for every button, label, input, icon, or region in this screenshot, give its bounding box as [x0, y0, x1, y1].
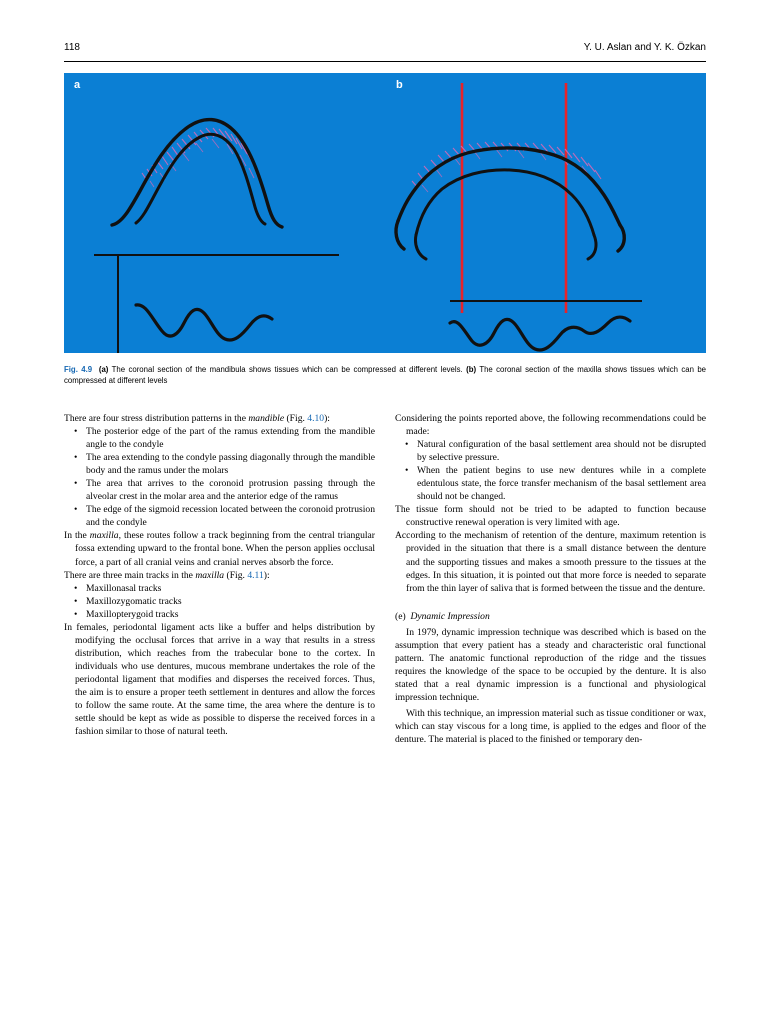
figure-panel-label-b: b	[396, 79, 403, 91]
figure-number: Fig. 4.9	[64, 365, 93, 374]
caption-part-b-text: The coronal section of the maxilla shows tissues which can be compressed at different levels	[64, 365, 707, 386]
running-head-authors: Y. U. Aslan and Y. K. Özkan	[583, 42, 706, 53]
running-head-rule	[64, 61, 706, 62]
list-item: • The area that arrives to the coronoid protrusion passing through the alveolar crest in the molar area and the anterior edge of the ramus	[64, 477, 375, 503]
list-maxilla-tracks	[64, 582, 375, 621]
figure-4-9	[64, 73, 706, 353]
term-maxilla-2: maxilla	[195, 569, 225, 581]
paragraph-maxilla-routes: In the maxilla, these routes follow a track beginning from the central triangular fossa extending upward to the frontal bone. When the person applies occlusal force, a part of all cranial veins and cranial nerves absorb the force.	[64, 530, 376, 568]
paragraph-maxilla-tracks-intro: There are three main tracks in the maxilla (Fig. 4.11):	[64, 569, 270, 581]
list-stress-patterns	[64, 425, 375, 529]
paragraph-dynamic-impression-2: With this technique, an impression material such as tissue conditioner or wax, which can stay viscous for a long time, is applied to the edges and floor of the denture. The material is placed to the finished or temporary den-	[395, 707, 706, 746]
list-item: • The posterior edge of the part of the ramus extending from the mandible angle to the condyle	[64, 425, 375, 451]
list-item: • The area extending to the condyle passing diagonally through the mandible body and the ramus under the molars	[64, 451, 375, 477]
caption-part-a-marker: (a)	[98, 365, 109, 374]
body-column-left	[64, 412, 375, 738]
figure-ref-4-11[interactable]: 4.11	[247, 569, 264, 581]
section-title: Dynamic Impression	[410, 610, 490, 622]
paragraph-tissue-form: The tissue form should not be tried to be adapted to function because constructive renewal operation is very limited with age.	[395, 504, 706, 529]
section-marker: (e)	[395, 610, 406, 622]
list-item: • Maxillopterygoid tracks	[64, 608, 375, 621]
term-mandible: mandible	[248, 413, 285, 424]
list-item: • The edge of the sigmoid recession located between the coronoid protrusion and the condyle	[64, 503, 375, 529]
list-item: • When the patient begins to use new dentures while in a complete edentulous state, the force transfer mechanism of the basal settlement area should not be changed.	[395, 464, 706, 503]
figure-panel-label-a: a	[74, 79, 81, 91]
paragraph-periodontal-ligament: In females, periodontal ligament acts like a buffer and helps distribution by modifying the occlusal forces that arrive in a way that results in a stress distribution, which reaches from the trabecular bone to the cortex. In individuals who use dentures, mucous membrane undertakes the role of the periodontal ligament that modifies and disperses the received forces. Thus, the aim is to ensure a proper teeth settlement in dentures and allow the forces to follow the same route. At the same time, the area where the denture is to settle should be kept as wide as possible to disperse the received forces in a fashion similar to those of natural teeth.	[64, 621, 375, 738]
page-number: 118	[64, 42, 80, 53]
figure-illustration	[64, 73, 706, 353]
list-item: • Natural configuration of the basal settlement area should not be disrupted by selective pressure.	[395, 438, 706, 464]
figure-caption	[64, 364, 706, 387]
list-item: • Maxillonasal tracks	[64, 582, 375, 595]
paragraph-recommendations-intro: Considering the points reported above, the following recommendations could be made:	[395, 413, 706, 438]
section-heading-dynamic-impression	[395, 610, 706, 623]
caption-part-b-marker: (b)	[466, 365, 477, 374]
figure-ref-4-10[interactable]: 4.10	[307, 413, 325, 424]
body-column-right	[395, 412, 706, 746]
paragraph-dynamic-impression-1: In 1979, dynamic impression technique was described which is based on the assumption that every patient has a steady and characteristic oral functional pattern. The anatomic functional reproduction of the ridge and the tissues requires the knowledge of the space to be occupied by the denture. It is also stated that a real dynamic impression is a functional and physiological impression technique.	[395, 626, 706, 703]
term-maxilla: maxilla	[89, 530, 119, 542]
paragraph-retention-mechanism: According to the mechanism of retention of the denture, maximum retention is provided in the situation that there is a small distance between the denture and the supporting tissues and makes a smooth pressure to the tissues at the edges. In this situation, it is pointed out that more force is needed to separate from the thin layer of saliva that is formed between the tissue and the denture.	[395, 530, 706, 594]
list-recommendations	[395, 438, 706, 503]
paragraph-mandible-intro: There are four stress distribution patterns in the mandible (Fig. 4.10):	[64, 413, 330, 424]
caption-part-a-text: The coronal section of the mandibula shows tissues which can be compressed at different levels.	[111, 365, 463, 374]
running-head	[64, 42, 706, 62]
list-item: • Maxillozygomatic tracks	[64, 595, 375, 608]
